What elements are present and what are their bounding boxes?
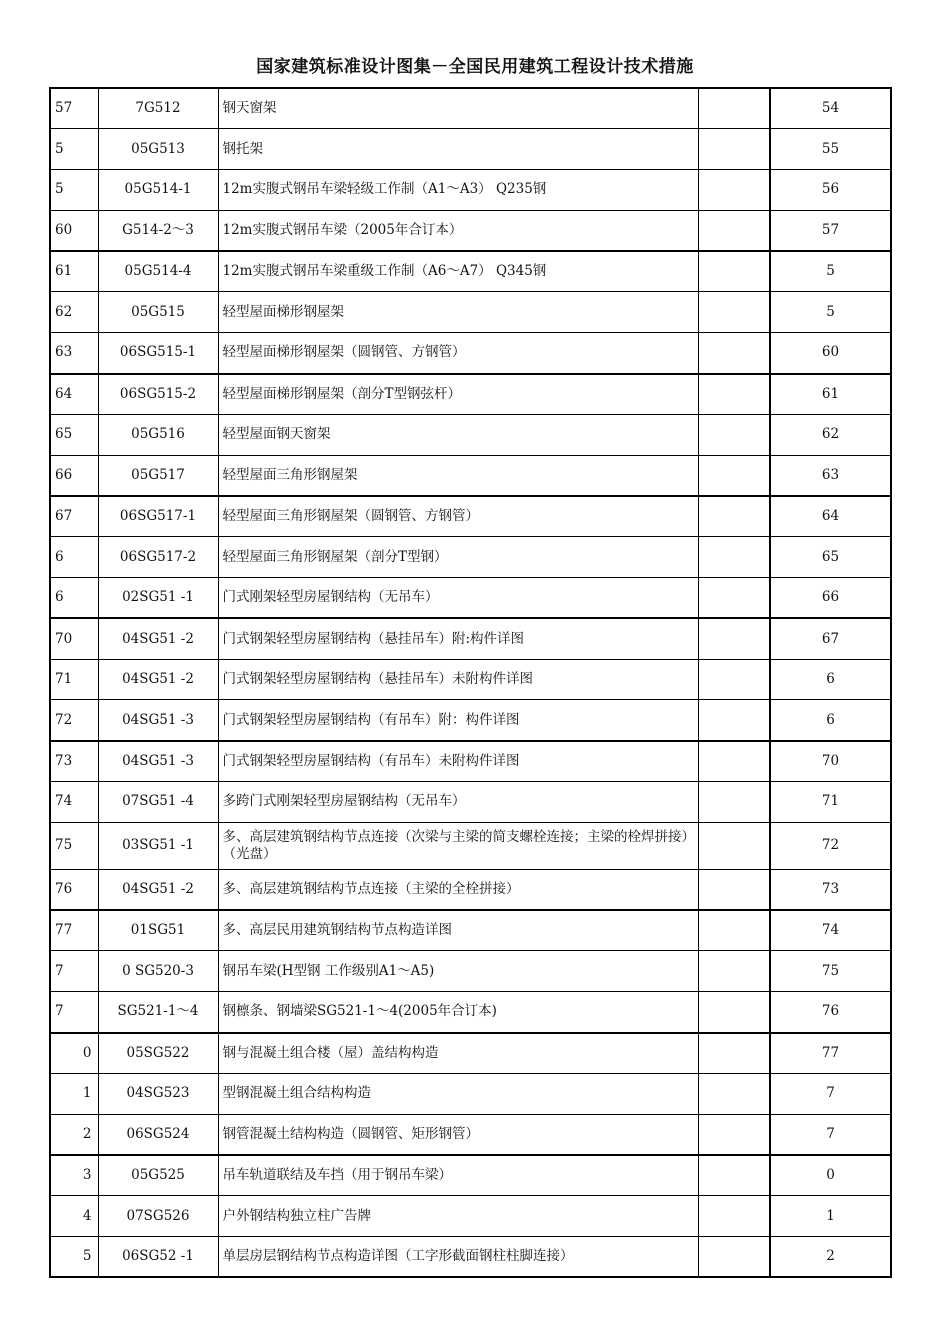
- table-row: [50, 1114, 891, 1155]
- table-row: [50, 251, 891, 292]
- page-number: 56: [770, 170, 891, 211]
- blank-cell: [698, 210, 770, 251]
- atlas-title: 钢檩条、钢墙梁SG521-1～4(2005年合订本): [218, 992, 698, 1033]
- atlas-code: 05G525: [98, 1155, 218, 1196]
- table-row: [50, 210, 891, 251]
- atlas-title: 轻型屋面三角形钢屋架（圆钢管、方钢管）: [218, 496, 698, 537]
- blank-cell: [698, 992, 770, 1033]
- page-number: 67: [770, 618, 891, 659]
- blank-cell: [698, 1237, 770, 1278]
- page-number: 0: [770, 1155, 891, 1196]
- atlas-code: 02SG51 -1: [98, 578, 218, 619]
- table-row: [50, 618, 891, 659]
- blank-cell: [698, 659, 770, 700]
- page-number: 61: [770, 374, 891, 415]
- row-number: 5: [50, 1237, 98, 1278]
- blank-cell: [698, 1033, 770, 1074]
- page-number: 5: [770, 292, 891, 333]
- row-number: 66: [50, 455, 98, 496]
- row-number: 73: [50, 741, 98, 782]
- atlas-title: 轻型屋面梯形钢屋架: [218, 292, 698, 333]
- blank-cell: [698, 251, 770, 292]
- page-number: 7: [770, 1114, 891, 1155]
- table-row: [50, 1237, 891, 1278]
- row-number: 7: [50, 951, 98, 992]
- atlas-title: 钢管混凝土结构构造（圆钢管、矩形钢管）: [218, 1114, 698, 1155]
- blank-cell: [698, 455, 770, 496]
- blank-cell: [698, 170, 770, 211]
- table-row: [50, 578, 891, 619]
- row-number: 77: [50, 910, 98, 951]
- atlas-code: 05G514-4: [98, 251, 218, 292]
- blank-cell: [698, 333, 770, 374]
- table-row: [50, 700, 891, 741]
- page-number: 66: [770, 578, 891, 619]
- blank-cell: [698, 292, 770, 333]
- table-row: [50, 782, 891, 823]
- row-number: 62: [50, 292, 98, 333]
- page-number: 6: [770, 659, 891, 700]
- page-number: 74: [770, 910, 891, 951]
- atlas-title: 轻型屋面三角形钢屋架（剖分T型钢）: [218, 537, 698, 578]
- page-number: 75: [770, 951, 891, 992]
- blank-cell: [698, 88, 770, 129]
- row-number: 3: [50, 1155, 98, 1196]
- blank-cell: [698, 951, 770, 992]
- atlas-title: 型钢混凝土组合结构构造: [218, 1073, 698, 1114]
- atlas-code: 05SG522: [98, 1033, 218, 1074]
- blank-cell: [698, 1155, 770, 1196]
- blank-cell: [698, 618, 770, 659]
- row-number: 5: [50, 170, 98, 211]
- blank-cell: [698, 869, 770, 910]
- row-number: 6: [50, 578, 98, 619]
- atlas-code: 04SG51 -3: [98, 700, 218, 741]
- page-number: 6: [770, 700, 891, 741]
- blank-cell: [698, 1114, 770, 1155]
- atlas-code: 06SG517-2: [98, 537, 218, 578]
- table-row: [50, 333, 891, 374]
- page-number: 72: [770, 822, 891, 869]
- blank-cell: [698, 129, 770, 170]
- atlas-code: 06SG524: [98, 1114, 218, 1155]
- atlas-code: 04SG51 -3: [98, 741, 218, 782]
- blank-cell: [698, 782, 770, 823]
- page-number: 63: [770, 455, 891, 496]
- table-row: [50, 659, 891, 700]
- page-number: 7: [770, 1073, 891, 1114]
- row-number: 1: [50, 1073, 98, 1114]
- blank-cell: [698, 910, 770, 951]
- atlas-title: 12m实腹式钢吊车梁轻级工作制（A1～A3） Q235钢: [218, 170, 698, 211]
- page-number: 54: [770, 88, 891, 129]
- page-number: 55: [770, 129, 891, 170]
- atlas-code: 06SG515-2: [98, 374, 218, 415]
- atlas-code: 04SG523: [98, 1073, 218, 1114]
- blank-cell: [698, 414, 770, 455]
- atlas-code: 05G513: [98, 129, 218, 170]
- atlas-title: 单层房层钢结构节点构造详图（工字形截面钢柱柱脚连接）: [218, 1237, 698, 1278]
- atlas-code: 06SG52 -1: [98, 1237, 218, 1278]
- row-number: 61: [50, 251, 98, 292]
- atlas-code: 05G515: [98, 292, 218, 333]
- atlas-code: 7G512: [98, 88, 218, 129]
- row-number: 71: [50, 659, 98, 700]
- row-number: 70: [50, 618, 98, 659]
- atlas-title: 钢托架: [218, 129, 698, 170]
- atlas-title: 多跨门式刚架轻型房屋钢结构（无吊车）: [218, 782, 698, 823]
- table-row: [50, 455, 891, 496]
- row-number: 57: [50, 88, 98, 129]
- row-number: 65: [50, 414, 98, 455]
- atlas-title: 12m实腹式钢吊车梁重级工作制（A6～A7） Q345钢: [218, 251, 698, 292]
- table-row: [50, 951, 891, 992]
- table-row: [50, 1033, 891, 1074]
- row-number: 5: [50, 129, 98, 170]
- blank-cell: [698, 374, 770, 415]
- blank-cell: [698, 700, 770, 741]
- atlas-code: 07SG526: [98, 1196, 218, 1237]
- table-row: [50, 292, 891, 333]
- row-number: 4: [50, 1196, 98, 1237]
- page-number: 77: [770, 1033, 891, 1074]
- atlas-title: 12m实腹式钢吊车梁（2005年合订本）: [218, 210, 698, 251]
- row-number: 2: [50, 1114, 98, 1155]
- atlas-code: 05G517: [98, 455, 218, 496]
- row-number: 60: [50, 210, 98, 251]
- atlas-code: 05G514-1: [98, 170, 218, 211]
- page-number: 5: [770, 251, 891, 292]
- table-row: [50, 414, 891, 455]
- blank-cell: [698, 537, 770, 578]
- table-row: [50, 822, 891, 869]
- atlas-code: 04SG51 -2: [98, 618, 218, 659]
- table-row: [50, 374, 891, 415]
- table-row: [50, 992, 891, 1033]
- atlas-code: 04SG51 -2: [98, 869, 218, 910]
- blank-cell: [698, 822, 770, 869]
- page-number: 62: [770, 414, 891, 455]
- catalog-body: [50, 88, 891, 1277]
- atlas-code: 04SG51 -2: [98, 659, 218, 700]
- catalog-table: [49, 87, 892, 1278]
- atlas-title: 多、高层民用建筑钢结构节点构造详图: [218, 910, 698, 951]
- page-number: 73: [770, 869, 891, 910]
- atlas-title: 门式钢架轻型房屋钢结构（有吊车）附：构件详图: [218, 700, 698, 741]
- atlas-code: G514-2～3: [98, 210, 218, 251]
- page-number: 76: [770, 992, 891, 1033]
- blank-cell: [698, 1073, 770, 1114]
- page-number: 2: [770, 1237, 891, 1278]
- atlas-title: 轻型屋面梯形钢屋架（圆钢管、方钢管）: [218, 333, 698, 374]
- atlas-code: 03SG51 -1: [98, 822, 218, 869]
- page-number: 71: [770, 782, 891, 823]
- atlas-title: 多、高层建筑钢结构节点连接（主梁的全栓拼接）: [218, 869, 698, 910]
- atlas-title: 门式钢架轻型房屋钢结构（悬挂吊车）未附构件详图: [218, 659, 698, 700]
- row-number: 75: [50, 822, 98, 869]
- atlas-title: 多、高层建筑钢结构节点连接（次梁与主梁的简支螺栓连接；主梁的栓焊拼接）（光盘）: [218, 822, 698, 869]
- atlas-title: 户外钢结构独立柱广告牌: [218, 1196, 698, 1237]
- row-number: 74: [50, 782, 98, 823]
- atlas-code: 01SG51: [98, 910, 218, 951]
- atlas-code: 07SG51 -4: [98, 782, 218, 823]
- row-number: 76: [50, 869, 98, 910]
- atlas-code: SG521-1～4: [98, 992, 218, 1033]
- row-number: 0: [50, 1033, 98, 1074]
- atlas-code: 0 SG520-3: [98, 951, 218, 992]
- atlas-title: 钢吊车梁(H型钢 工作级别A1～A5): [218, 951, 698, 992]
- table-row: [50, 1073, 891, 1114]
- atlas-code: 05G516: [98, 414, 218, 455]
- table-row: [50, 741, 891, 782]
- table-row: [50, 170, 891, 211]
- row-number: 63: [50, 333, 98, 374]
- atlas-code: 06SG515-1: [98, 333, 218, 374]
- row-number: 67: [50, 496, 98, 537]
- page-number: 65: [770, 537, 891, 578]
- page-title: 国家建筑标准设计图集－全国民用建筑工程设计技术措施: [256, 57, 694, 77]
- atlas-title: 轻型屋面钢天窗架: [218, 414, 698, 455]
- table-row: [50, 869, 891, 910]
- blank-cell: [698, 578, 770, 619]
- atlas-title: 吊车轨道联结及车挡（用于钢吊车梁）: [218, 1155, 698, 1196]
- atlas-title: 门式钢架轻型房屋钢结构（悬挂吊车）附:构件详图: [218, 618, 698, 659]
- page-number: 1: [770, 1196, 891, 1237]
- table-row: [50, 910, 891, 951]
- atlas-title: 门式刚架轻型房屋钢结构（无吊车）: [218, 578, 698, 619]
- row-number: 72: [50, 700, 98, 741]
- page-number: 60: [770, 333, 891, 374]
- table-row: [50, 537, 891, 578]
- table-row: [50, 88, 891, 129]
- row-number: 64: [50, 374, 98, 415]
- row-number: 7: [50, 992, 98, 1033]
- atlas-title: 轻型屋面三角形钢屋架: [218, 455, 698, 496]
- atlas-title: 钢与混凝土组合楼（屋）盖结构构造: [218, 1033, 698, 1074]
- page-number: 57: [770, 210, 891, 251]
- atlas-title: 轻型屋面梯形钢屋架（剖分T型钢弦杆）: [218, 374, 698, 415]
- table-row: [50, 1196, 891, 1237]
- blank-cell: [698, 1196, 770, 1237]
- atlas-code: 06SG517-1: [98, 496, 218, 537]
- page-number: 64: [770, 496, 891, 537]
- blank-cell: [698, 741, 770, 782]
- row-number: 6: [50, 537, 98, 578]
- atlas-title: 门式钢架轻型房屋钢结构（有吊车）未附构件详图: [218, 741, 698, 782]
- table-row: [50, 496, 891, 537]
- atlas-title: 钢天窗架: [218, 88, 698, 129]
- table-row: [50, 129, 891, 170]
- blank-cell: [698, 496, 770, 537]
- page-number: 70: [770, 741, 891, 782]
- table-row: [50, 1155, 891, 1196]
